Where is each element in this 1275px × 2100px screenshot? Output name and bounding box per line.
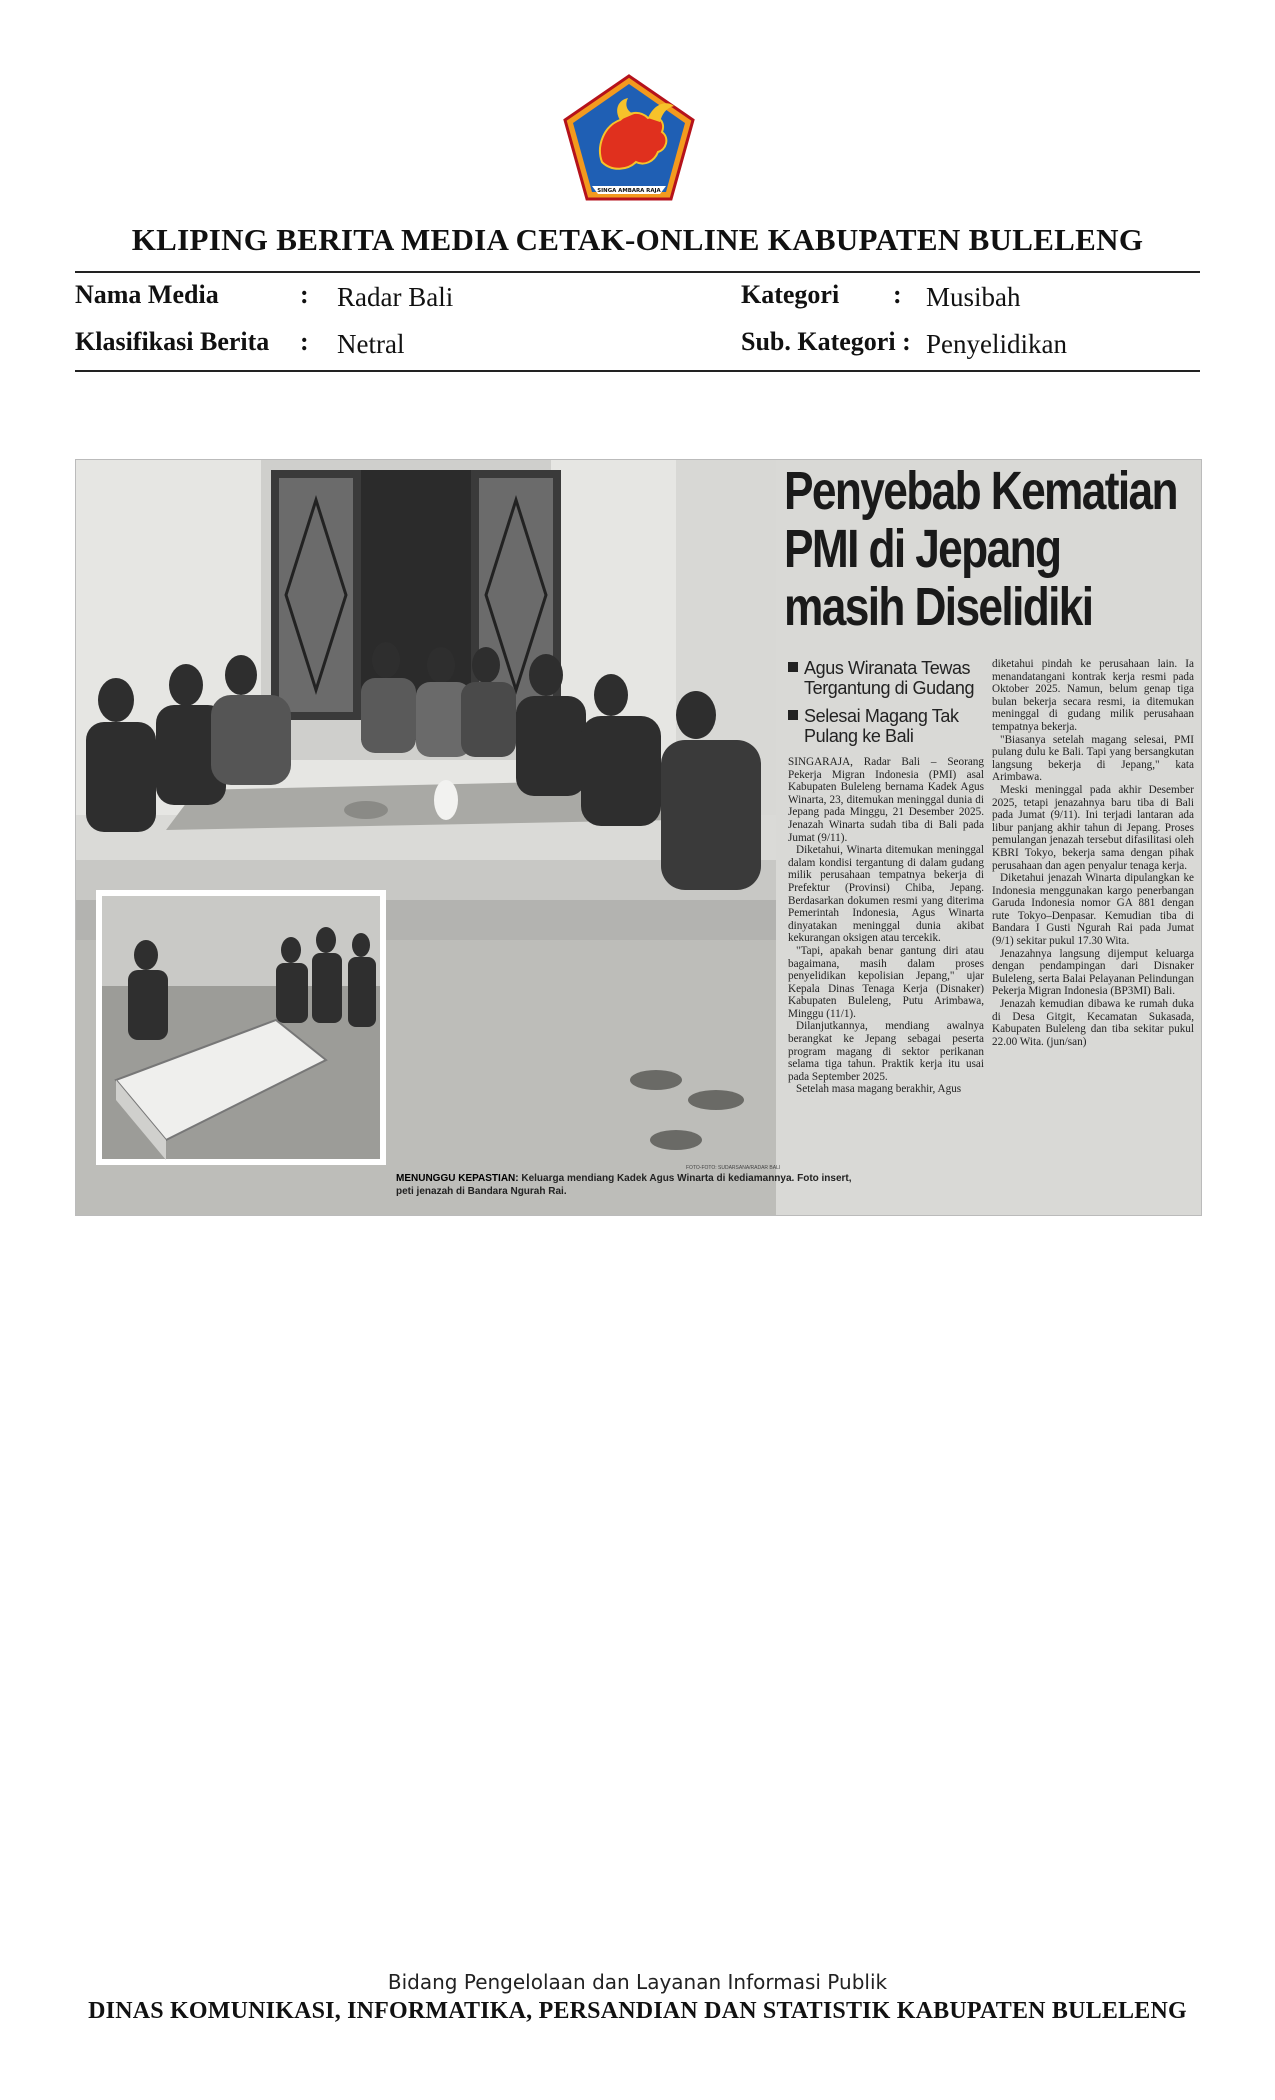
classification-value: Netral: [337, 329, 405, 359]
media-colon: :: [300, 280, 309, 309]
media-label: Nama Media: [75, 280, 219, 309]
classification-label: Klasifikasi Berita: [75, 327, 270, 356]
document-title: KLIPING BERITA MEDIA CETAK-ONLINE KABUPATEN BULELENG: [131, 222, 1144, 257]
article-column-1: [788, 756, 984, 1096]
headline-line-1: Penyebab Kematian: [784, 461, 1177, 521]
paragraph: Setelah masa magang berakhir, Agus: [796, 1083, 962, 1096]
paragraph: Jenazah kemudian dibawa ke rumah duka di Desa Gitgit, Kecamatan Sukasada, Kabupaten Buleleng dan tiba sekitar pukul 22.00 Wita. (jun/san): [992, 998, 1194, 1048]
meta-row-classification: [75, 327, 1200, 361]
paragraph: "Biasanya setelah magang selesai, PMI pulang dulu ke Bali. Tapi yang bersangkutan langsung bekerja di Jepang," kata Arimbawa.: [992, 733, 1194, 784]
headline-line-3: masih Diselidiki: [784, 577, 1093, 637]
article-column-2: [992, 658, 1194, 1048]
classification-colon: :: [300, 327, 309, 356]
paragraph: Diketahui, Winarta ditemukan meninggal dalam kondisi tergantung di dalam gudang milik perusahaan tempatnya bekerja di Prefektur (Provinsi) Chiba, Jepang. Berdasarkan dokumen resmi yang diterima Pemerintah Indonesia, Agus Winarta dinyatakan meninggal dunia akibat kekurangan oksigen atau tercekik.: [788, 844, 984, 945]
paragraph: diketahui pindah ke perusahaan lain. Ia menandatangani kontrak kerja resmi pada Oktober 2025. Namun, belum genap tiga bulan bekerja secara resmi, ia ditemukan meninggal di gudang milik perusahaan tempatnya bekerja.: [992, 658, 1194, 733]
media-value: Radar Bali: [337, 282, 454, 312]
footer-agency: DINAS KOMUNIKASI, INFORMATIKA, PERSANDIAN DAN STATISTIK KABUPATEN BULELENG: [88, 1998, 1187, 2024]
paragraph: "Tapi, apakah benar gantung diri atau bagaimana, masih dalam proses penyelidikan kepolisian Jepang," ujar Kepala Dinas Tenaga Kerja (Disnaker) Kabupaten Buleleng, Putu Arimbawa, Minggu (11/1).: [788, 944, 984, 1020]
buleleng-logo: [562, 74, 696, 202]
top-divider: [75, 271, 1200, 273]
news-photo: [76, 460, 776, 1215]
meta-divider: [75, 370, 1200, 372]
paragraph: Diketahui jenazah Winarta dipulangkan ke Indonesia menggunakan kargo penerbangan Garuda Indonesia nomor GA 881 dengan rute Tokyo–Denpasar. Kemudian tiba di Bandara I Gusti Ngurah Rai pada Jumat (9/1) sekitar pukul 17.30 Wita.: [992, 872, 1194, 948]
paragraph: Meski meninggal pada akhir Desember 2025, tetapi jenazahnya baru tiba di Bali pada Jumat (9/11). Ini terjadi lantaran ada libur panjang akhir tahun di Jepang. Proses pemulangan jenazah tersebut difasilitasi oleh KBRI Tokyo, bekerja sama dengan pihak perusahaan dan agen penyalur tenaga kerja.: [992, 783, 1194, 872]
article-subheads: [788, 658, 988, 754]
subcategory-value: Penyelidikan: [926, 329, 1067, 359]
subhead-bullet: Agus Wiranata Tewas Tergantung di Gudang: [788, 658, 988, 698]
caption-text: Keluarga mendiang Kadek Agus Winarta di kediamannya. Foto insert, peti jenazah di Bandara Ngurah Rai.: [396, 1173, 852, 1197]
footer-department: Bidang Pengelolaan dan Layanan Informasi Publik: [387, 1970, 888, 1994]
headline-line-2: PMI di Jepang: [784, 519, 1061, 579]
paragraph: SINGARAJA, Radar Bali – Seorang Pekerja Migran Indonesia (PMI) asal Kabupaten Buleleng bernama Kadek Agus Winarta, 23, ditemukan meninggal dunia di Jepang pada Minggu, 21 Desember 2025. Jenazah Winarta sudah tiba di Bali pada Jumat (9/11).: [788, 756, 984, 844]
logo-banner-text: SINGA AMBARA RAJA: [597, 188, 661, 194]
newspaper-clipping: [75, 459, 1202, 1216]
paragraph: Jenazahnya langsung dijemput keluarga dengan pendampingan dari Disnaker Buleleng, serta Balai Pelayanan Pelindungan Pekerja Migran Indonesia (BP3MI) Bali.: [992, 947, 1194, 998]
subcategory-label: Sub. Kategori :: [741, 327, 911, 356]
category-label: Kategori: [741, 280, 840, 309]
article-headline: [784, 461, 1177, 637]
paragraph: Dilanjutkannya, mendiang awalnya berangkat ke Jepang sebagai peserta program magang di sektor perikanan selama tiga tahun. Praktik kerja itu usai pada September 2025.: [788, 1020, 984, 1083]
subhead-bullet: Selesai Magang Tak Pulang ke Bali: [788, 706, 988, 746]
category-colon: :: [893, 280, 902, 309]
photo-credit: FOTO-FOTO: SUDARSANA/RADAR BALI: [686, 1165, 781, 1171]
caption-lead: MENUNGGU KEPASTIAN:: [396, 1173, 519, 1184]
article: [784, 460, 1201, 1215]
category-value: Musibah: [926, 282, 1021, 312]
meta-row-media: [75, 280, 1200, 314]
